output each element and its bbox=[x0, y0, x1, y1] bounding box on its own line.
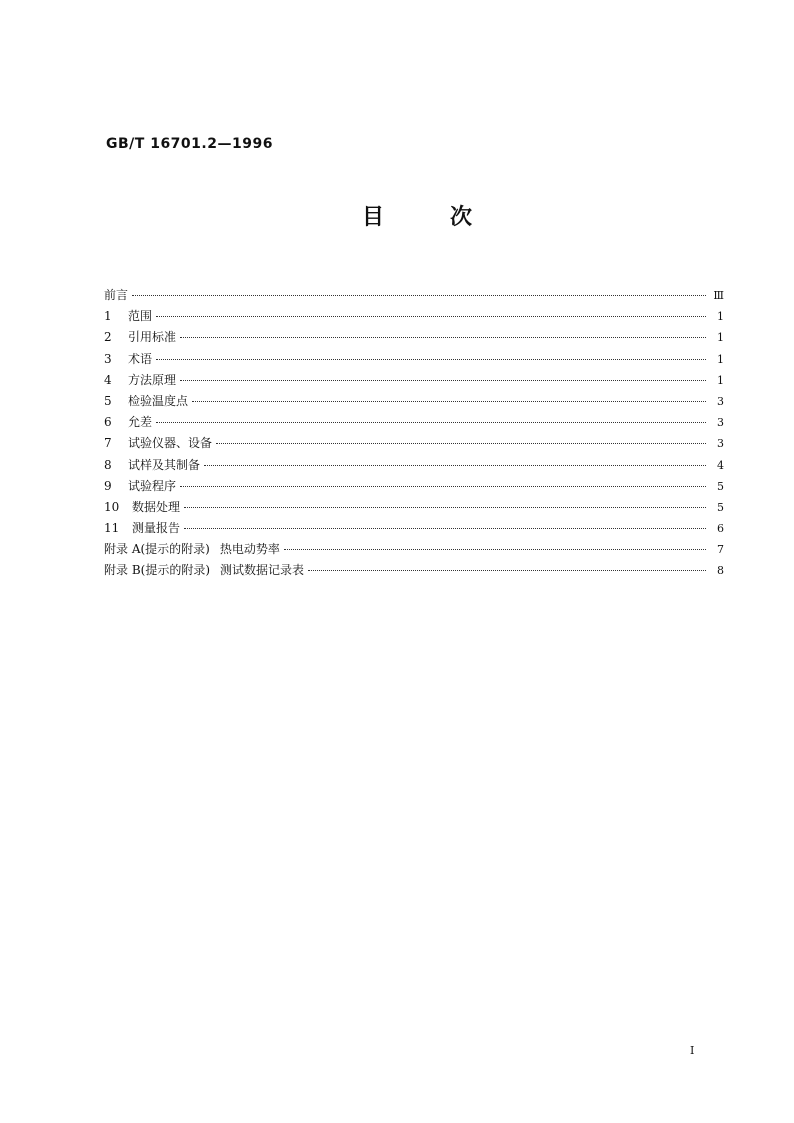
toc-dot-leader bbox=[192, 401, 706, 402]
toc-entry-page: 1 bbox=[717, 352, 724, 366]
toc-entry-label: 试验仪器、设备 bbox=[128, 436, 213, 451]
toc-entry-label: 前言 bbox=[104, 288, 129, 302]
toc-dot-leader bbox=[184, 507, 706, 508]
toc-entry-11[interactable] bbox=[104, 519, 724, 540]
toc-entry-page: 1 bbox=[717, 310, 724, 324]
toc-entry-2[interactable] bbox=[104, 328, 724, 349]
toc-dot-leader bbox=[156, 316, 706, 317]
toc-entry-number: 4 bbox=[104, 372, 112, 387]
toc-dot-leader bbox=[284, 549, 706, 550]
toc-entry-page: 1 bbox=[717, 331, 724, 345]
toc-dot-leader bbox=[132, 295, 706, 296]
toc-entry-label: 附录 A(提示的附录) bbox=[104, 542, 210, 557]
table-of-contents bbox=[104, 286, 724, 583]
toc-heading-char-1: 目 bbox=[362, 205, 385, 230]
toc-entry-sublabel: 测试数据记录表 bbox=[220, 563, 305, 578]
toc-entry-number: 2 bbox=[104, 330, 112, 345]
toc-entry-page: 7 bbox=[717, 543, 724, 557]
toc-heading bbox=[362, 200, 472, 231]
toc-entry-page: 3 bbox=[717, 416, 724, 430]
toc-entry-page: 3 bbox=[717, 437, 724, 451]
toc-entry-number: 3 bbox=[104, 351, 112, 366]
toc-entry-label: 范围 bbox=[128, 309, 153, 324]
toc-entry-sublabel: 热电动势率 bbox=[219, 542, 280, 557]
document-id: GB/T 16701.2—1996 bbox=[106, 136, 273, 152]
toc-dot-leader bbox=[156, 422, 706, 423]
toc-entry-5[interactable] bbox=[104, 392, 724, 413]
toc-dot-leader bbox=[180, 337, 706, 338]
toc-entry-9[interactable] bbox=[104, 477, 724, 498]
toc-entry-number: 5 bbox=[104, 393, 112, 408]
toc-entry-label: 方法原理 bbox=[128, 372, 177, 387]
toc-entry-1[interactable] bbox=[104, 307, 724, 328]
toc-entry-appendix-a[interactable] bbox=[104, 540, 724, 561]
toc-entry-page: 5 bbox=[717, 479, 724, 493]
toc-heading-char-2: 次 bbox=[449, 205, 472, 230]
toc-entry-page: 3 bbox=[717, 394, 724, 408]
toc-dot-leader bbox=[180, 380, 706, 381]
toc-dot-leader bbox=[308, 570, 706, 571]
toc-entry-label: 试样及其制备 bbox=[128, 457, 201, 472]
toc-dot-leader bbox=[216, 443, 706, 444]
toc-entry-8[interactable] bbox=[104, 456, 724, 477]
toc-entry-page: 8 bbox=[717, 564, 724, 578]
toc-entry-4[interactable] bbox=[104, 371, 724, 392]
toc-entry-number: 11 bbox=[104, 521, 120, 536]
toc-entry-label: 术语 bbox=[128, 351, 153, 366]
toc-entry-page: 1 bbox=[717, 373, 724, 387]
toc-entry-number: 7 bbox=[104, 436, 112, 451]
toc-entry-number: 1 bbox=[104, 309, 112, 324]
page-number: I bbox=[690, 1044, 695, 1057]
toc-dot-leader bbox=[204, 465, 706, 466]
toc-dot-leader bbox=[184, 528, 706, 529]
toc-entry-10[interactable] bbox=[104, 498, 724, 519]
toc-entry-number: 6 bbox=[104, 415, 112, 430]
toc-entry-label: 试验程序 bbox=[128, 478, 177, 493]
toc-entry-3[interactable] bbox=[104, 350, 724, 371]
toc-entry-page: 5 bbox=[717, 500, 724, 514]
toc-entry-number: 8 bbox=[104, 457, 112, 472]
toc-entry-page: 4 bbox=[717, 458, 724, 472]
toc-dot-leader bbox=[180, 486, 706, 487]
toc-entry-page: 6 bbox=[717, 522, 724, 536]
toc-entry-6[interactable] bbox=[104, 413, 724, 434]
toc-entry-label: 数据处理 bbox=[132, 499, 181, 514]
toc-entry-label: 测量报告 bbox=[132, 521, 181, 536]
toc-entry-label: 允差 bbox=[128, 415, 153, 430]
toc-entry-foreword[interactable] bbox=[104, 286, 724, 307]
toc-entry-number: 9 bbox=[104, 478, 112, 493]
toc-entry-appendix-b[interactable] bbox=[104, 561, 724, 582]
toc-entry-number: 10 bbox=[104, 499, 120, 514]
toc-entry-label: 附录 B(提示的附录) bbox=[104, 563, 210, 578]
toc-entry-label: 引用标准 bbox=[128, 330, 177, 345]
toc-dot-leader bbox=[156, 359, 706, 360]
toc-entry-page: Ⅲ bbox=[713, 289, 724, 302]
toc-entry-7[interactable] bbox=[104, 434, 724, 455]
toc-entry-label: 检验温度点 bbox=[128, 393, 189, 408]
